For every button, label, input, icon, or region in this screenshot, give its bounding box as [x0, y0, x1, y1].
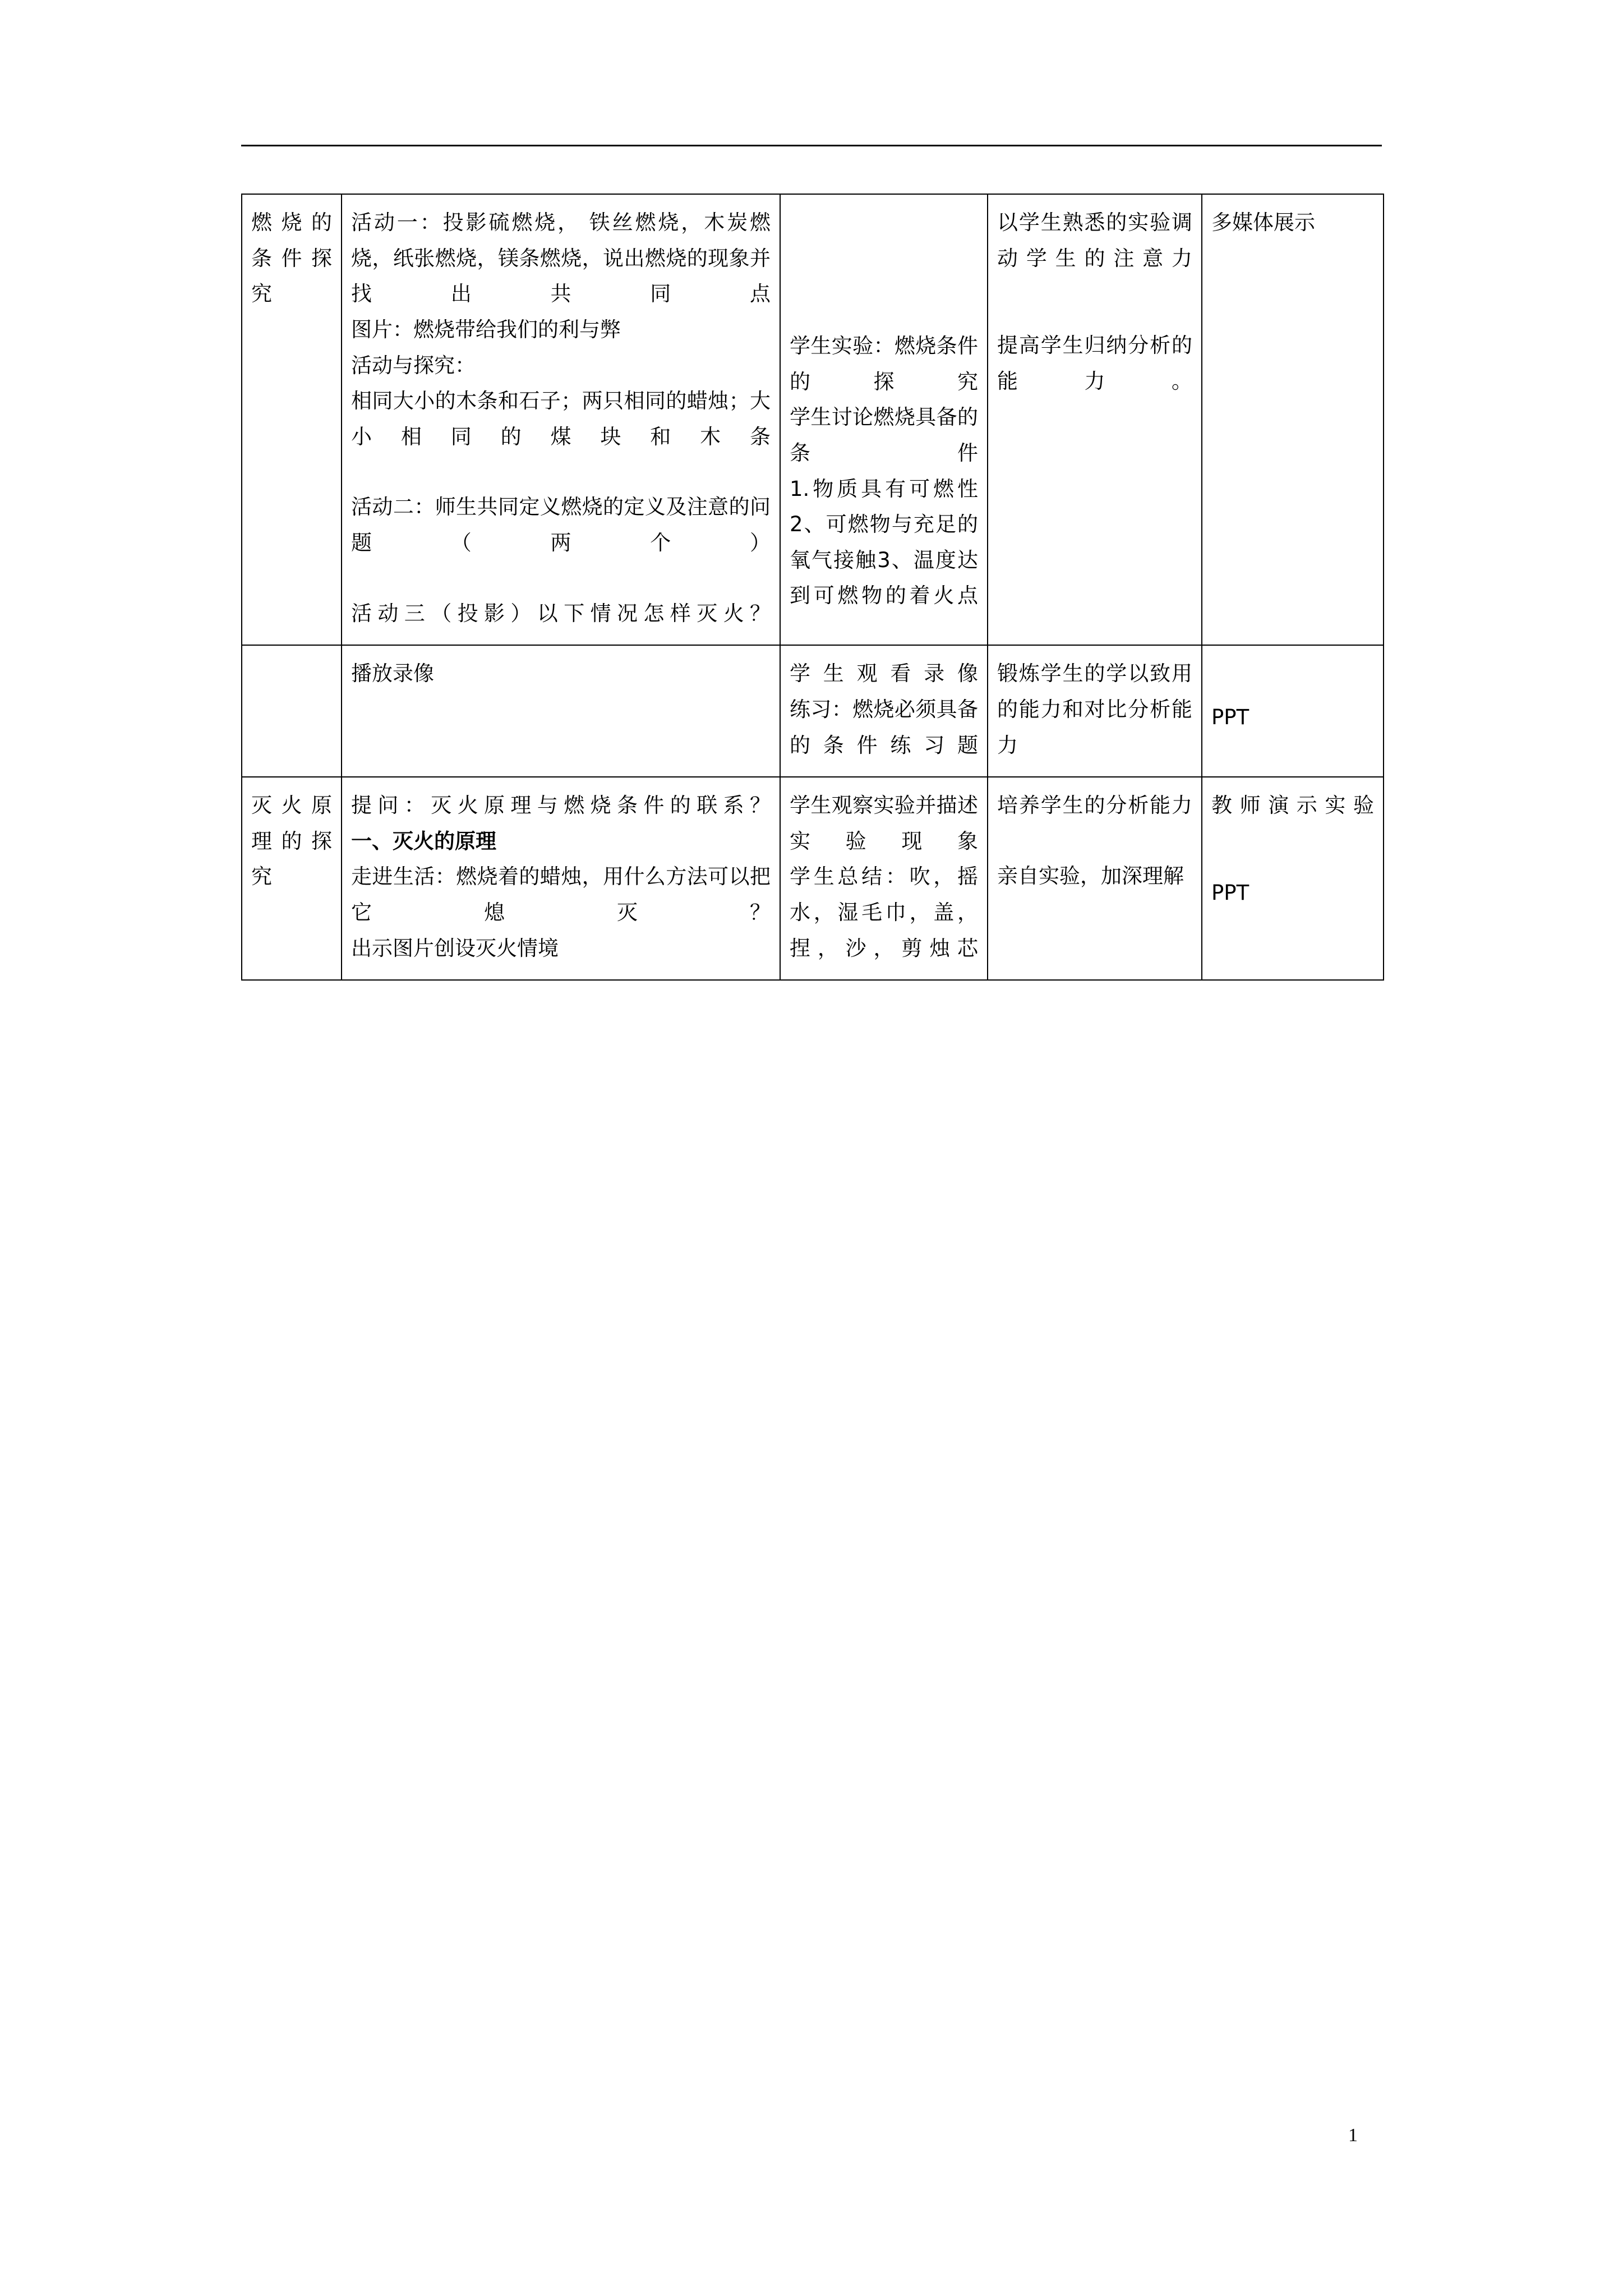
row1-intent-two: 提高学生归纳分析的能力。 — [997, 333, 1192, 393]
row1-conditions-list: 1.物质具有可燃性2、可燃物与充足的氧气接触3、温度达到可燃物的着火点 — [790, 476, 978, 608]
row3-design-intent-cell — [988, 777, 1202, 980]
row3-question: 提问：灭火原理与燃烧条件的联系？ — [351, 793, 771, 818]
row1-design-intent-cell — [988, 194, 1202, 645]
row1-stage-cell — [242, 194, 342, 645]
row1-student-experiment: 学生实验：燃烧条件的探究 — [790, 334, 978, 394]
row2-exercise: 练习：燃烧必须具备的条件练习题 — [790, 697, 978, 757]
row1-student-activity-cell — [780, 194, 988, 645]
row1-stage-text: 燃烧的条件探究 — [251, 210, 332, 306]
row2-stage-cell — [242, 645, 342, 777]
row3-stage-cell — [242, 777, 342, 980]
row3-picture-scenario: 出示图片创设灭火情境 — [351, 936, 559, 960]
header-rule — [241, 145, 1382, 146]
row2-media-cell — [1202, 645, 1384, 777]
row3-intent-one: 培养学生的分析能力 — [997, 793, 1192, 818]
row2-teacher-activity-cell — [342, 645, 780, 777]
row3-media-cell — [1202, 777, 1384, 980]
row3-teacher-activity-cell — [342, 777, 780, 980]
row1-media-text: 多媒体展示 — [1211, 210, 1315, 234]
row3-student-summary: 学生总结：吹，摇水，湿毛巾，盖，捏，沙，剪烛芯 — [790, 864, 978, 960]
row2-student-activity-cell — [780, 645, 988, 777]
table-row — [242, 777, 1384, 980]
row2-play-video: 播放录像 — [351, 661, 434, 686]
row2-intent-text: 锻炼学生的学以致用的能力和对比分析能力 — [997, 661, 1192, 757]
row1-media-cell — [1202, 194, 1384, 645]
page-number: 1 — [1348, 2125, 1358, 2146]
row3-principle-heading: 一、灭火的原理 — [351, 829, 496, 853]
row2-design-intent-cell — [988, 645, 1202, 777]
row1-intent-one: 以学生熟悉的实验调动学生的注意力 — [997, 210, 1192, 270]
row3-intent-two: 亲自实验，加深理解 — [997, 863, 1184, 888]
lesson-plan-table — [241, 194, 1384, 981]
row2-media-text: PPT — [1211, 705, 1249, 730]
row3-life-scenario: 走进生活：燃烧着的蜡烛，用什么方法可以把它熄灭？ — [351, 864, 771, 924]
row1-explore-title: 活动与探究： — [351, 353, 476, 378]
row1-picture-line: 图片：燃烧带给我们的利与弊 — [351, 317, 621, 342]
row2-student-watch: 学生观看录像 — [790, 661, 978, 686]
table-row — [242, 645, 1384, 777]
row1-activity-two: 活动二：师生共同定义燃烧的定义及注意的问题（两个） — [351, 495, 771, 555]
row1-activity-one: 活动一：投影硫燃烧， 铁丝燃烧，木炭燃烧，纸张燃烧，镁条燃烧，说出燃烧的现象并找出共同点 — [351, 210, 771, 306]
row3-student-activity-cell — [780, 777, 988, 980]
row3-media-ppt: PPT — [1211, 880, 1249, 905]
row1-teacher-activity-cell — [342, 194, 780, 645]
row3-stage-text: 灭火原理的探究 — [251, 793, 332, 889]
row1-explore-materials: 相同大小的木条和石子；两只相同的蜡烛；大小相同的煤块和木条 — [351, 389, 771, 449]
row3-student-observe: 学生观察实验并描述实验现象 — [790, 793, 978, 853]
row1-student-discussion: 学生讨论燃烧具备的条件 — [790, 405, 978, 465]
row1-activity-three: 活动三（投影）以下情况怎样灭火？ — [351, 601, 771, 625]
row3-media-demo: 教师演示实验 — [1211, 793, 1374, 818]
table-row — [242, 194, 1384, 645]
